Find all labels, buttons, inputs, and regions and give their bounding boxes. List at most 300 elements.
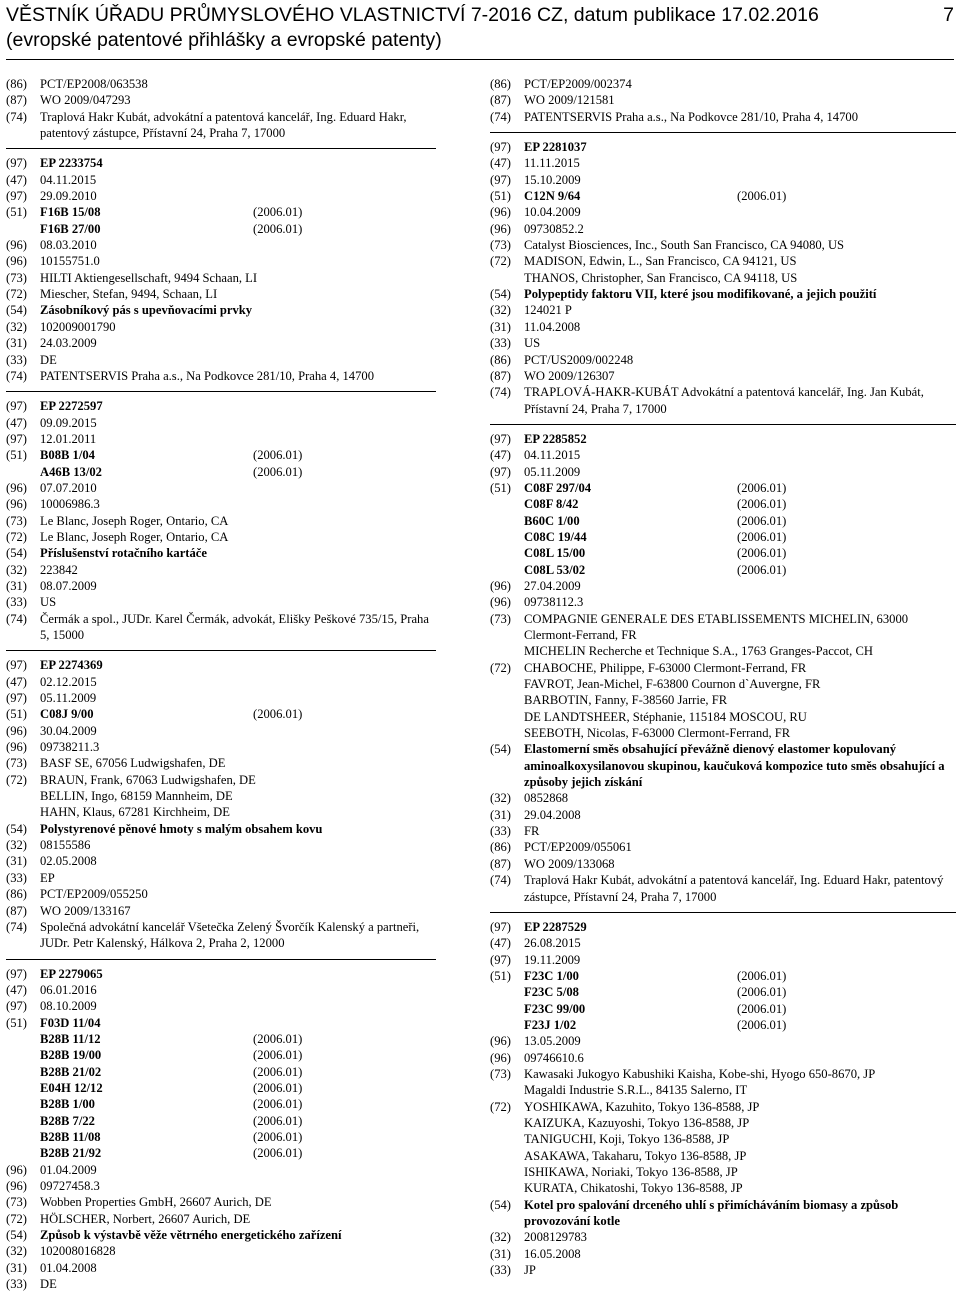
classification-code: F23C 1/00 — [524, 968, 579, 983]
field-value: 15.10.2009 — [524, 172, 581, 187]
classification-entry — [40, 1113, 436, 1129]
field-row — [490, 1099, 956, 1197]
field-row — [490, 172, 956, 188]
field-row — [6, 919, 436, 952]
classification-entry — [40, 464, 436, 480]
field-row — [6, 76, 436, 92]
inid-code: (31) — [6, 578, 27, 593]
inid-code: (86) — [6, 887, 27, 902]
classification-version: (2006.01) — [253, 1113, 303, 1128]
field-value: EP 2274369 — [40, 658, 103, 673]
field-row — [6, 335, 436, 351]
inid-code: (97) — [6, 156, 27, 171]
field-row — [490, 302, 956, 318]
classification-version: (2006.01) — [737, 513, 787, 528]
classification-version: (2006.01) — [253, 464, 303, 479]
classification-version: (2006.01) — [253, 1097, 303, 1112]
inid-code: (87) — [490, 856, 511, 871]
classification-entry — [524, 968, 956, 984]
field-value: 08155586 — [40, 838, 91, 853]
inid-code: (86) — [490, 352, 511, 367]
inid-code: (73) — [490, 611, 511, 626]
field-value: 05.11.2009 — [524, 464, 581, 479]
inid-code: (54) — [490, 287, 511, 302]
field-value: PCT/EP2009/055061 — [524, 840, 632, 855]
field-value: 2008129783 — [524, 1230, 587, 1245]
inid-code: (73) — [6, 756, 27, 771]
field-value: EP 2272597 — [40, 399, 103, 414]
inid-code: (47) — [490, 936, 511, 951]
inid-code: (51) — [490, 968, 511, 983]
field-row — [6, 1227, 436, 1243]
classification-entry — [524, 529, 956, 545]
field-value: 08.03.2010 — [40, 238, 97, 253]
inid-code: (96) — [6, 480, 27, 495]
field-row — [490, 237, 956, 253]
field-value: 0852868 — [524, 791, 569, 806]
inid-code: (33) — [490, 1263, 511, 1278]
patent-entry — [490, 424, 956, 905]
classification-version: (2006.01) — [253, 1146, 303, 1161]
field-value: Le Blanc, Joseph Roger, Ontario, CA — [40, 529, 229, 544]
classification-entry — [40, 221, 436, 237]
inid-code: (97) — [490, 952, 511, 967]
inid-code: (96) — [6, 740, 27, 755]
field-value: EP 2287529 — [524, 919, 587, 934]
classification-code: A46B 13/02 — [40, 464, 102, 479]
field-row — [6, 352, 436, 368]
field-value: Le Blanc, Joseph Roger, Ontario, CA — [40, 513, 229, 528]
field-value: FR — [524, 824, 540, 839]
field-value: US — [524, 336, 541, 351]
classification-code: C08C 19/44 — [524, 529, 587, 544]
inid-code: (47) — [6, 982, 27, 997]
field-row — [490, 594, 956, 610]
field-row — [490, 1262, 956, 1278]
field-row — [6, 706, 436, 722]
inid-code: (97) — [490, 919, 511, 934]
inid-code: (32) — [6, 838, 27, 853]
classification-code: B60C 1/00 — [524, 513, 580, 528]
field-value: WO 2009/126307 — [524, 368, 615, 383]
field-value: EP 2279065 — [40, 966, 103, 981]
field-row — [490, 447, 956, 463]
field-row — [490, 352, 956, 368]
field-row — [490, 741, 956, 790]
inid-code: (73) — [490, 1066, 511, 1081]
classification-version: (2006.01) — [737, 480, 787, 495]
classification-list — [40, 447, 436, 480]
inid-code: (72) — [490, 1099, 511, 1114]
field-value: 16.05.2008 — [524, 1246, 581, 1261]
field-value: WO 2009/047293 — [40, 93, 131, 108]
inid-code: (47) — [6, 415, 27, 430]
inid-code: (72) — [490, 660, 511, 675]
field-value: 06.01.2016 — [40, 982, 97, 997]
field-row — [490, 872, 956, 905]
classification-code: B08B 1/04 — [40, 448, 95, 463]
patent-entry — [6, 650, 436, 951]
field-value: 24.03.2009 — [40, 336, 97, 351]
field-row — [490, 286, 956, 302]
inid-code: (51) — [6, 1015, 27, 1030]
classification-version: (2006.01) — [253, 1129, 303, 1144]
field-row — [6, 821, 436, 837]
inid-code: (32) — [6, 562, 27, 577]
classification-entry — [40, 1047, 436, 1063]
inid-code: (54) — [6, 1228, 27, 1243]
right-column — [490, 76, 956, 1278]
inid-code: (96) — [6, 254, 27, 269]
field-row — [490, 384, 956, 417]
inid-code: (47) — [6, 674, 27, 689]
inid-code: (31) — [6, 854, 27, 869]
field-row — [490, 968, 956, 1033]
field-value: Kawasaki Jukogyo Kabushiki Kaisha, Kobe-shi, Hyogo 650-8670, JP Magaldi Industrie S.R.L., 84135 Salerno, IT — [524, 1066, 876, 1098]
field-row — [6, 237, 436, 253]
field-row — [6, 545, 436, 561]
patent-entry — [490, 76, 956, 125]
field-row — [6, 562, 436, 578]
inid-code: (51) — [6, 448, 27, 463]
patent-entry — [6, 959, 436, 1293]
inid-code: (73) — [6, 1195, 27, 1210]
classification-code: B28B 7/22 — [40, 1113, 95, 1128]
inid-code: (97) — [6, 691, 27, 706]
inid-code: (74) — [6, 368, 27, 383]
inid-code: (47) — [6, 172, 27, 187]
inid-code: (73) — [6, 513, 27, 528]
classification-version: (2006.01) — [253, 1048, 303, 1063]
inid-code: (74) — [490, 873, 511, 888]
field-value: 10.04.2009 — [524, 205, 581, 220]
field-row — [6, 286, 436, 302]
field-value: Miescher, Stefan, 9494, Schaan, LI — [40, 287, 218, 302]
field-value: Elastomerní směs obsahující převážně dienový elastomer kopulovaný aminoalkoxysilanovou skupinou, kaučuková kompozice tuto směs obsahující a způsoby jejich získání — [524, 742, 948, 790]
inid-code: (97) — [6, 431, 27, 446]
inid-code: (96) — [6, 1162, 27, 1177]
field-value: Catalyst Biosciences, Inc., South San Francisco, CA 94080, US — [524, 238, 845, 253]
field-row — [490, 823, 956, 839]
field-row — [6, 253, 436, 269]
field-value: 01.04.2009 — [40, 1162, 97, 1177]
classification-entry — [524, 480, 956, 496]
inid-code: (54) — [490, 742, 511, 757]
field-row — [490, 368, 956, 384]
classification-entry — [40, 1096, 436, 1112]
field-row — [490, 1066, 956, 1099]
field-value: Zásobníkový pás s upevňovacími prvky — [40, 303, 253, 318]
classification-code: F23C 5/08 — [524, 985, 579, 1000]
inid-code: (86) — [6, 77, 27, 91]
field-row — [6, 319, 436, 335]
field-value: 223842 — [40, 562, 78, 577]
field-row — [490, 1246, 956, 1262]
inid-code: (87) — [490, 93, 511, 108]
classification-entry — [40, 1015, 436, 1031]
classification-entry — [40, 1145, 436, 1161]
field-value: 11.11.2015 — [524, 156, 580, 171]
field-value: EP 2233754 — [40, 156, 103, 171]
field-value: COMPAGNIE GENERALE DES ETABLISSEMENTS MICHELIN, 63000 Clermont-Ferrand, FR MICHELIN Recherche et Technique S.A., 1763 Granges-Paccot, CH — [524, 611, 909, 659]
field-row — [6, 1260, 436, 1276]
field-value: 07.07.2010 — [40, 480, 97, 495]
field-value: EP 2285852 — [524, 431, 587, 446]
classification-code: B28B 11/08 — [40, 1129, 101, 1144]
field-row — [6, 431, 436, 447]
field-row — [6, 1162, 436, 1178]
page-header — [6, 3, 954, 53]
field-value: PCT/US2009/002248 — [524, 352, 634, 367]
field-row — [6, 480, 436, 496]
field-row — [490, 1033, 956, 1049]
field-row — [6, 1178, 436, 1194]
field-value: TRAPLOVÁ-HAKR-KUBÁT Advokátní a patentová kancelář, Ing. Jan Kubát, Přístavní 24, Praha 7, 17000 — [524, 385, 928, 416]
patent-entry — [6, 148, 436, 384]
field-row — [490, 221, 956, 237]
classification-code: C08L 15/00 — [524, 546, 586, 561]
inid-code: (54) — [6, 546, 27, 561]
classification-code: B28B 1/00 — [40, 1097, 95, 1112]
field-row — [6, 1194, 436, 1210]
inid-code: (97) — [6, 658, 27, 673]
classification-code: C08J 9/00 — [40, 707, 94, 722]
classification-version: (2006.01) — [737, 562, 787, 577]
field-value: 09727458.3 — [40, 1179, 100, 1193]
classification-version: (2006.01) — [737, 1001, 787, 1016]
field-row — [490, 92, 956, 108]
field-value: 26.08.2015 — [524, 936, 581, 951]
inid-code: (87) — [6, 93, 27, 108]
field-value: 09.09.2015 — [40, 415, 97, 430]
inid-code: (33) — [490, 824, 511, 839]
field-value: 02.12.2015 — [40, 674, 97, 689]
classification-entry — [524, 545, 956, 561]
field-row — [490, 188, 956, 204]
classification-code: C12N 9/64 — [524, 189, 581, 204]
classification-version: (2006.01) — [253, 707, 303, 722]
classification-version: (2006.01) — [253, 205, 303, 220]
inid-code: (87) — [490, 368, 511, 383]
inid-code: (97) — [6, 189, 27, 204]
classification-list — [40, 1015, 436, 1162]
field-value: 05.11.2009 — [40, 691, 97, 706]
field-row — [6, 496, 436, 512]
classification-code: C08F 8/42 — [524, 497, 579, 512]
inid-code: (86) — [490, 77, 511, 91]
inid-code: (31) — [6, 336, 27, 351]
field-value: US — [40, 595, 57, 610]
field-row — [490, 464, 956, 480]
classification-entry — [40, 1129, 436, 1145]
field-row — [6, 657, 436, 673]
inid-code: (72) — [6, 287, 27, 302]
field-value: MADISON, Edwin, L., San Francisco, CA 94121, US THANOS, Christopher, San Francisco, CA 94118, US — [524, 254, 798, 285]
patent-entry — [6, 391, 436, 643]
field-row — [490, 856, 956, 872]
field-value: 04.11.2015 — [524, 448, 581, 463]
field-row — [490, 204, 956, 220]
field-row — [6, 529, 436, 545]
classification-entry — [524, 513, 956, 529]
field-value: EP — [40, 870, 55, 885]
inid-code: (31) — [6, 1260, 27, 1275]
classification-code: B28B 11/12 — [40, 1031, 101, 1046]
classification-code: C08L 53/02 — [524, 562, 586, 577]
inid-code: (51) — [6, 707, 27, 722]
field-row — [6, 204, 436, 237]
classification-entry — [524, 984, 956, 1000]
field-row — [6, 690, 436, 706]
classification-version: (2006.01) — [253, 1080, 303, 1095]
classification-list — [524, 968, 956, 1033]
inid-code: (96) — [6, 1179, 27, 1193]
classification-version: (2006.01) — [737, 497, 787, 512]
field-value: Traplová Hakr Kubát, advokátní a patentová kancelář, Ing. Eduard Hakr, patentový zástupce, Přístavní 24, Praha 7, 17000 — [40, 109, 410, 141]
classification-entry — [40, 706, 436, 722]
field-value: WO 2009/133167 — [40, 903, 131, 918]
inid-code: (74) — [6, 611, 27, 626]
field-value: 02.05.2008 — [40, 854, 97, 869]
classification-entry — [524, 496, 956, 512]
field-value: 08.07.2009 — [40, 578, 97, 593]
classification-code: F16B 27/00 — [40, 221, 101, 236]
field-value: PCT/EP2009/002374 — [524, 77, 632, 91]
inid-code: (31) — [490, 319, 511, 334]
field-row — [490, 935, 956, 951]
classification-version: (2006.01) — [253, 221, 303, 236]
inid-code: (72) — [6, 772, 27, 787]
field-row — [6, 1243, 436, 1259]
field-value: 09746610.6 — [524, 1050, 584, 1065]
field-value: 04.11.2015 — [40, 172, 97, 187]
field-value: JP — [524, 1263, 536, 1278]
field-row — [6, 109, 436, 142]
field-row — [490, 660, 956, 742]
inid-code: (74) — [490, 385, 511, 400]
inid-code: (51) — [490, 480, 511, 495]
classification-list — [524, 188, 956, 204]
field-row — [6, 853, 436, 869]
field-row — [490, 952, 956, 968]
field-value: YOSHIKAWA, Kazuhito, Tokyo 136-8588, JP KAIZUKA, Kazuyoshi, Tokyo 136-8588, JP TANIGUCHI, Koji, Tokyo 136-8588, JP ASAKAWA, Takaharu, Tokyo 136-8588, JP ISHIKAWA, Noriaki, Tokyo 136-8588, JP KURATA, Chikatoshi, Tokyo 136-8588, JP — [524, 1099, 760, 1196]
inid-code: (97) — [490, 172, 511, 187]
field-value: WO 2009/121581 — [524, 93, 615, 108]
field-row — [490, 919, 956, 935]
field-row — [6, 447, 436, 480]
field-value: PCT/EP2009/055250 — [40, 887, 148, 902]
bulletin-title: VĚSTNÍK ÚŘADU PRŮMYSLOVÉHO VLASTNICTVÍ 7-2016 CZ, datum publikace 17.02.2016 — [6, 4, 819, 26]
field-row — [490, 139, 956, 155]
field-row — [6, 755, 436, 771]
field-value: 102009001790 — [40, 319, 116, 334]
field-value: HÖLSCHER, Norbert, 26607 Aurich, DE — [40, 1211, 251, 1226]
field-value: 12.01.2011 — [40, 431, 97, 446]
field-value: Polystyrenové pěnové hmoty s malým obsahem kovu — [40, 821, 323, 836]
inid-code: (33) — [6, 595, 27, 610]
classification-code: F03D 11/04 — [40, 1015, 101, 1030]
field-row — [490, 319, 956, 335]
field-row — [6, 723, 436, 739]
field-row — [490, 839, 956, 855]
classification-entry — [40, 1031, 436, 1047]
inid-code: (96) — [6, 497, 27, 512]
field-row — [6, 886, 436, 902]
field-value: EP 2281037 — [524, 140, 587, 155]
classification-code: F16B 15/08 — [40, 205, 101, 220]
field-row — [6, 513, 436, 529]
inid-code: (33) — [6, 870, 27, 885]
field-value: BRAUN, Frank, 67063 Ludwigshafen, DE BELLIN, Ingo, 68159 Mannheim, DE HAHN, Klaus, 67281 Kirchheim, DE — [40, 772, 256, 820]
field-value: 27.04.2009 — [524, 578, 581, 593]
classification-version: (2006.01) — [737, 968, 787, 983]
field-row — [490, 1229, 956, 1245]
field-row — [490, 611, 956, 660]
inid-code: (51) — [490, 189, 511, 204]
field-value: 09730852.2 — [524, 221, 584, 236]
inid-code: (33) — [490, 336, 511, 351]
classification-version: (2006.01) — [253, 448, 303, 463]
page-number: 7 — [943, 4, 954, 26]
inid-code: (72) — [6, 1211, 27, 1226]
field-row — [490, 76, 956, 92]
inid-code: (72) — [490, 254, 511, 269]
inid-code: (47) — [490, 156, 511, 171]
field-row — [6, 674, 436, 690]
field-value: Polypeptidy faktoru VII, které jsou modifikované, a jejich použití — [524, 287, 877, 302]
field-row — [490, 155, 956, 171]
field-row — [490, 807, 956, 823]
inid-code: (87) — [6, 903, 27, 918]
classification-entry — [40, 1080, 436, 1096]
field-row — [6, 1211, 436, 1227]
inid-code: (74) — [6, 919, 27, 934]
inid-code: (72) — [6, 529, 27, 544]
inid-code: (74) — [490, 109, 511, 124]
field-row — [6, 415, 436, 431]
classification-version: (2006.01) — [737, 985, 787, 1000]
field-row — [6, 772, 436, 821]
classification-version: (2006.01) — [737, 529, 787, 544]
inid-code: (32) — [6, 1244, 27, 1259]
inid-code: (97) — [490, 464, 511, 479]
inid-code: (33) — [6, 352, 27, 367]
field-value: Traplová Hakr Kubát, advokátní a patentová kancelář, Ing. Eduard Hakr, patentový zástupce, Přístavní 24, Praha 7, 17000 — [524, 873, 947, 904]
field-row — [490, 431, 956, 447]
classification-entry — [40, 204, 436, 220]
field-row — [6, 739, 436, 755]
inid-code: (73) — [6, 270, 27, 285]
inid-code: (96) — [490, 578, 511, 593]
field-value: 09738211.3 — [40, 740, 100, 755]
classification-version: (2006.01) — [253, 1064, 303, 1079]
field-value: PATENTSERVIS Praha a.s., Na Podkovce 281/10, Praha 4, 14700 — [524, 109, 858, 124]
inid-code: (96) — [6, 238, 27, 253]
inid-code: (33) — [6, 1277, 27, 1292]
classification-entry — [40, 447, 436, 463]
field-row — [6, 870, 436, 886]
field-row — [6, 270, 436, 286]
field-row — [6, 172, 436, 188]
field-row — [6, 982, 436, 998]
inid-code: (96) — [6, 723, 27, 738]
field-row — [490, 335, 956, 351]
field-row — [6, 594, 436, 610]
field-row — [6, 578, 436, 594]
bulletin-subtitle: (evropské patentové přihlášky a evropské patenty) — [6, 29, 442, 51]
inid-code: (97) — [490, 431, 511, 446]
field-value: CHABOCHE, Philippe, F-63000 Clermont-Ferrand, FR FAVROT, Jean-Michel, F-63800 Cournon d`Auvergne, FR BARBOTIN, Fanny, F-38560 Jarrie, FR DE LANDTSHEER, Stéphanie, 115184 MOSCOU, RU SEEBOTH, Nicolas, F-63000 Clermont-Ferrand, FR — [524, 660, 821, 741]
